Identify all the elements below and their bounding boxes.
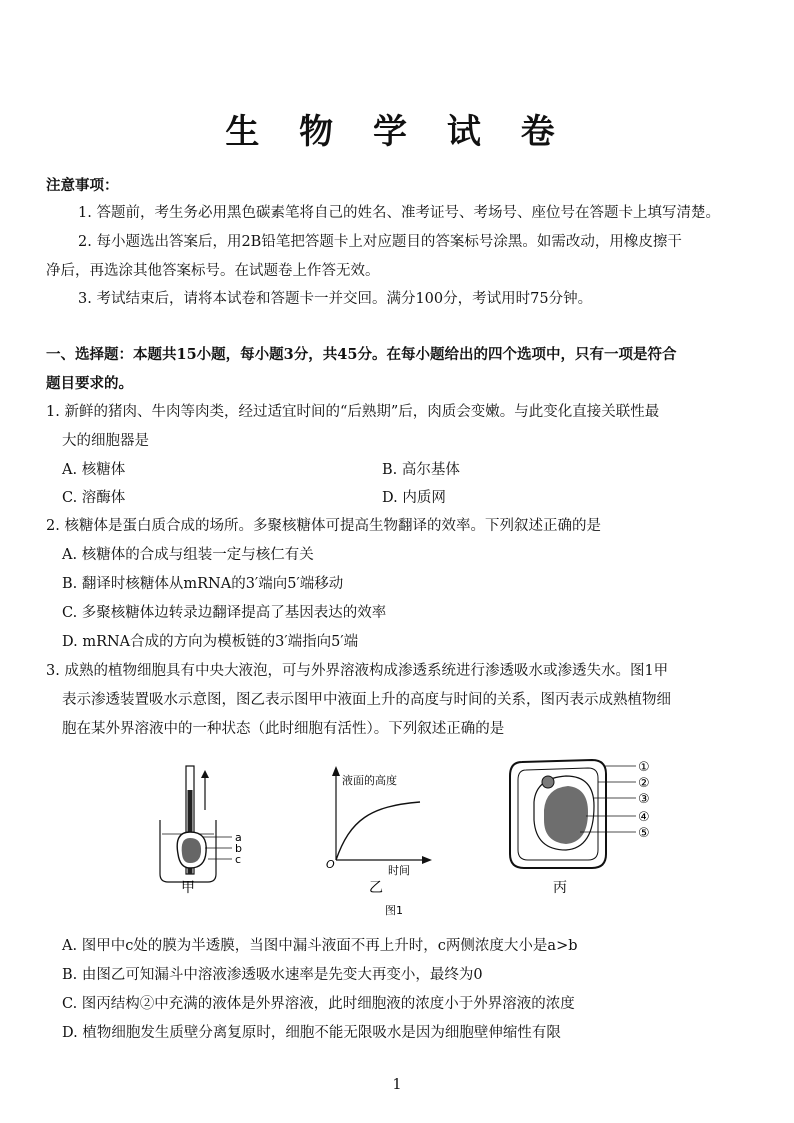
label-4: ④ [638, 810, 650, 825]
label-2: ② [638, 776, 650, 791]
q2-option-b: B. 翻译时核糖体从mRNA的3′端向5′端移动 [62, 576, 344, 592]
figure-caption: 图1 [385, 904, 403, 917]
osmosis-apparatus-diagram [160, 766, 242, 896]
axis-label-x: 时间 [388, 864, 410, 877]
notice-heading: 注意事项： [46, 177, 119, 194]
height-time-graph [326, 766, 432, 896]
plant-cell-diagram [510, 760, 650, 896]
page-title: 生 物 学 试 卷 [225, 112, 569, 152]
notice-item-1: 1. 答题前，考生务必用黑色碳素笔将自己的姓名、准考证号、考场号、座位号在答题卡上填写清楚。 [78, 205, 720, 221]
q3-option-b: B. 由图乙可知漏斗中溶液渗透吸水速率是先变大再变小，最终为0 [62, 967, 483, 983]
label-yi: 乙 [369, 880, 383, 896]
q3-stem-cont-2: 胞在某外界溶液中的一种状态（此时细胞有活性）。下列叙述正确的是 [62, 721, 505, 737]
section1-heading-cont: 题目要求的。 [46, 375, 133, 392]
q1-option-d: D. 内质网 [382, 490, 446, 506]
section1-heading: 一、选择题：本题共15小题，每小题3分，共45分。在每小题给出的四个选项中，只有一项是符合 [46, 346, 677, 363]
q3-option-d: D. 植物细胞发生质壁分离复原时，细胞不能无限吸水是因为细胞壁伸缩性有限 [62, 1025, 561, 1041]
label-b: b [235, 842, 242, 855]
q2-option-d: D. mRNA合成的方向为模板链的3′端指向5′端 [62, 634, 359, 650]
q2-option-a: A. 核糖体的合成与组装一定与核仁有关 [62, 547, 314, 563]
notice-item-2-cont: 净后，再选涂其他答案标号。在试题卷上作答无效。 [46, 263, 380, 279]
q2-stem: 2. 核糖体是蛋白质合成的场所。多聚核糖体可提高生物翻译的效率。下列叙述正确的是 [46, 518, 601, 534]
q1-option-b: B. 高尔基体 [382, 462, 460, 478]
origin-label: O [326, 858, 335, 871]
page-number: 1 [392, 1077, 402, 1093]
q1-stem: 1. 新鲜的猪肉、牛肉等肉类，经过适宜时间的“后熟期”后，肉质会变嫩。与此变化直接关联性最 [46, 404, 660, 420]
notice-item-2: 2. 每小题选出答案后，用2B铅笔把答题卡上对应题目的答案标号涂黑。如需改动，用橡皮擦干 [78, 234, 682, 250]
q3-stem: 3. 成熟的植物细胞具有中央大液泡，可与外界溶液构成渗透系统进行渗透吸水或渗透失水。图1甲 [46, 663, 669, 679]
label-5: ⑤ [638, 826, 650, 841]
q1-option-c: C. 溶酶体 [62, 490, 126, 506]
q3-option-a: A. 图甲中c处的膜为半透膜，当图中漏斗液面不再上升时，c两侧浓度大小是a>b [62, 938, 578, 954]
q3-option-c: C. 图丙结构②中充满的液体是外界溶液，此时细胞液的浓度小于外界溶液的浓度 [62, 996, 575, 1012]
notice-item-3: 3. 考试结束后，请将本试卷和答题卡一并交回。满分100分，考试用时75分钟。 [78, 291, 593, 307]
label-jia: 甲 [181, 880, 195, 896]
q2-option-c: C. 多聚核糖体边转录边翻译提高了基因表达的效率 [62, 605, 387, 621]
figure-1 [0, 740, 794, 930]
label-3: ③ [638, 792, 650, 807]
label-c: c [235, 853, 242, 866]
q1-stem-cont: 大的细胞器是 [62, 433, 149, 449]
label-1: ① [638, 760, 650, 775]
q3-stem-cont-1: 表示渗透装置吸水示意图，图乙表示图甲中液面上升的高度与时间的关系，图丙表示成熟植物细 [62, 692, 671, 708]
axis-label-y: 液面的高度 [342, 774, 397, 787]
label-a: a [235, 831, 242, 844]
q1-option-a: A. 核糖体 [62, 462, 126, 478]
label-bing: 丙 [553, 880, 567, 896]
